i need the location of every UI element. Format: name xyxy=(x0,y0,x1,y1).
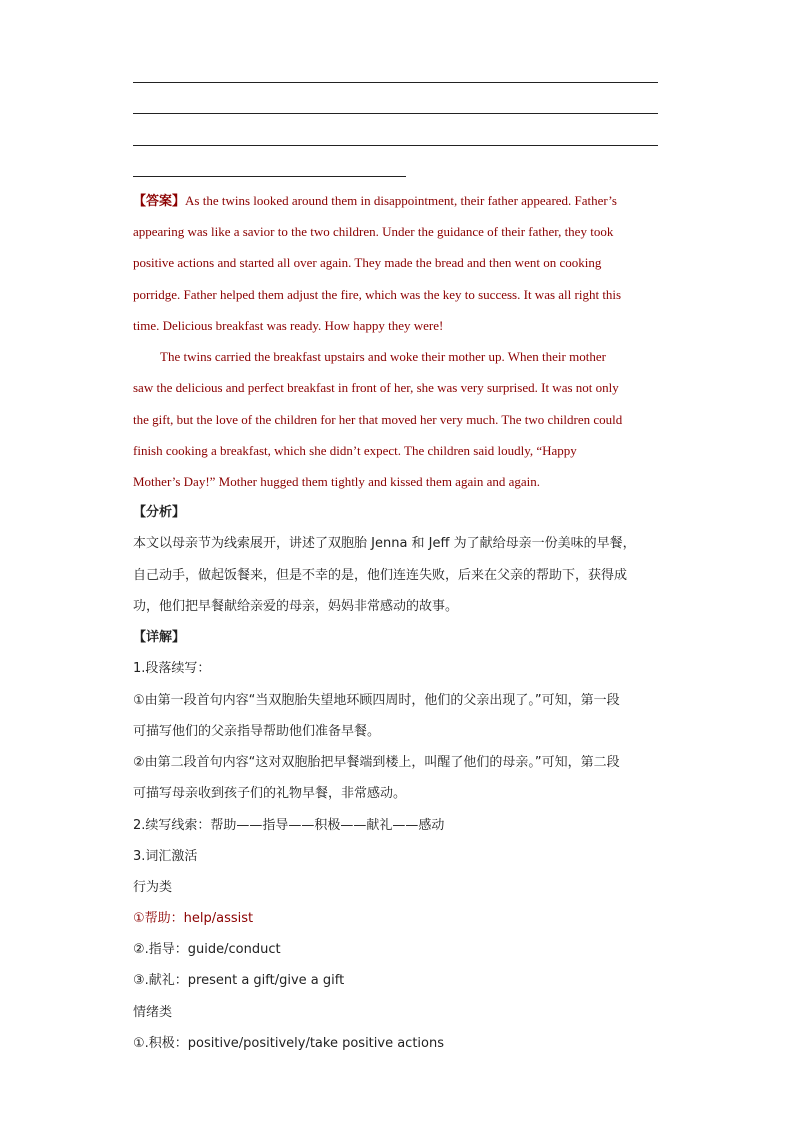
answer-line: appearing was like a savior to the two children. Under the guidance of their father, they took xyxy=(133,224,614,239)
vocab-item: ②.指导：guide/conduct xyxy=(133,942,281,957)
writing-line xyxy=(133,113,658,114)
detail-label: 【详解】 xyxy=(133,630,186,645)
answer-line: 【答案】As the twins looked around them in disappointment, their father appeared. Father’s xyxy=(133,193,617,209)
category-label: 情绪类 xyxy=(133,1005,173,1020)
answer-line: finish cooking a breakfast, which she didn’t expect. The children said loudly, “Happy xyxy=(133,443,577,458)
answer-line: the gift, but the love of the children for her that moved her very much. The two children could xyxy=(133,412,623,427)
analysis-line: 功，他们把早餐献给亲爱的母亲，妈妈非常感动的故事。 xyxy=(133,599,459,614)
vocab-item: ①帮助：help/assist xyxy=(133,911,254,926)
analysis-line: 本文以母亲节为线索展开，讲述了双胞胎 Jenna 和 Jeff 为了献给母亲一份美味的早餐， xyxy=(133,536,636,551)
writing-line xyxy=(133,145,658,146)
detail-line: ②由第二段首句内容“这对双胞胎把早餐端到楼上，叫醒了他们的母亲。”可知，第二段 xyxy=(133,755,620,770)
detail-line: 行为类 xyxy=(133,880,173,895)
vocab-item: ①.积极：positive/positively/take positive actions xyxy=(133,1036,445,1051)
answer-line: The twins carried the breakfast upstairs and woke their mother up. When their mother xyxy=(160,349,606,364)
writing-line xyxy=(133,82,658,83)
analysis-line: 自己动手，做起饭餐来，但是不幸的是，他们连连失败，后来在父亲的帮助下，获得成 xyxy=(133,568,628,583)
answer-line: positive actions and started all over again. They made the bread and then went on cooking xyxy=(133,255,602,270)
answer-line: porridge. Father helped them adjust the fire, which was the key to success. It was all right this xyxy=(133,287,622,302)
detail-line: ①由第一段首句内容“当双胞胎失望地环顾四周时，他们的父亲出现了。”可知，第一段 xyxy=(133,693,620,708)
detail-line: 1.段落续写： xyxy=(133,661,211,676)
writing-line xyxy=(133,176,406,177)
answer-line: Mother’s Day!” Mother hugged them tightly and kissed them again and again. xyxy=(133,474,540,489)
analysis-label: 【分析】 xyxy=(133,505,186,520)
vocab-item: ③.献礼：present a gift/give a gift xyxy=(133,973,345,988)
detail-line: 可描写他们的父亲指导帮助他们准备早餐。 xyxy=(133,724,381,739)
answer-line: time. Delicious breakfast was ready. How happy they were! xyxy=(133,318,444,333)
detail-line: 3.词汇激活 xyxy=(133,849,198,864)
detail-line: 2.续写线索：帮助——指导——积极——献礼——感动 xyxy=(133,818,445,833)
answer-line: saw the delicious and perfect breakfast in front of her, she was very surprised. It was not only xyxy=(133,380,619,395)
detail-line: 可描写母亲收到孩子们的礼物早餐，非常感动。 xyxy=(133,786,407,801)
answer-label: 【答案】 xyxy=(133,194,186,209)
